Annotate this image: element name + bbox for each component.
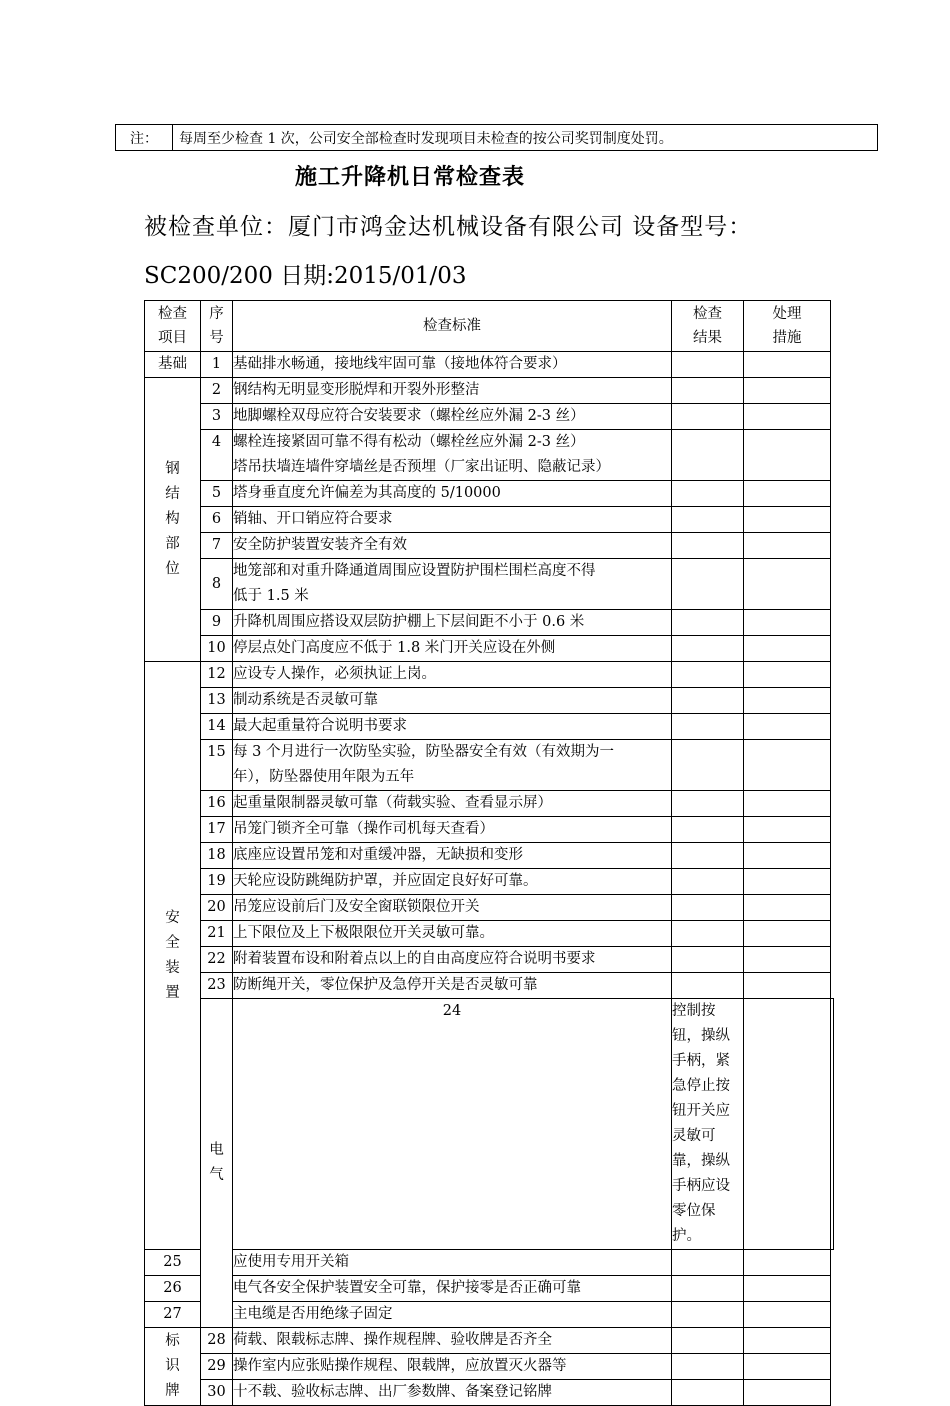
table-row: [145, 1354, 834, 1380]
result-cell[interactable]: [744, 999, 831, 1250]
row-standard: 荷载、限载标志牌、操作规程牌、验收牌是否齐全: [233, 1328, 672, 1354]
row-number: 18: [201, 843, 233, 869]
table-row: [145, 869, 834, 895]
result-cell[interactable]: [672, 1380, 744, 1406]
result-cell[interactable]: [672, 559, 744, 610]
result-cell[interactable]: [672, 507, 744, 533]
table-row: [145, 1276, 834, 1302]
result-cell[interactable]: [672, 662, 744, 688]
inspection-table: [144, 300, 834, 1406]
result-cell[interactable]: [672, 947, 744, 973]
measure-cell[interactable]: [744, 947, 831, 973]
table-row: [145, 714, 834, 740]
table-row: [145, 662, 834, 688]
header-item: 检查 项目: [145, 301, 201, 352]
table-row: [145, 999, 834, 1250]
row-number: 8: [201, 559, 233, 610]
row-standard: 电气各安全保护装置安全可靠，保护接零是否正确可靠: [233, 1276, 672, 1302]
row-standard: 地脚螺栓双母应符合安装要求（螺栓丝应外漏 2-3 丝）: [233, 404, 672, 430]
measure-cell[interactable]: [744, 740, 831, 791]
result-cell[interactable]: [672, 1354, 744, 1380]
row-number: 4: [201, 430, 233, 481]
table-row: [145, 791, 834, 817]
result-cell[interactable]: [672, 740, 744, 791]
table-row: [145, 1328, 834, 1354]
table-row: [145, 430, 834, 481]
category-foundation: 基础: [145, 352, 201, 378]
measure-cell[interactable]: [744, 895, 831, 921]
row-standard: 钢结构无明显变形脱焊和开裂外形整洁: [233, 378, 672, 404]
row-number: 27: [145, 1302, 201, 1328]
measure-cell[interactable]: [744, 481, 831, 507]
result-cell[interactable]: [672, 895, 744, 921]
measure-cell[interactable]: [831, 999, 834, 1250]
row-standard: 地笼部和对重升降通道周围应设置防护围栏围栏高度不得 低于 1.5 米: [233, 559, 672, 610]
row-standard: 吊笼应设前后门及安全窗联锁限位开关: [233, 895, 672, 921]
measure-cell[interactable]: [744, 662, 831, 688]
row-standard: 安全防护装置安装齐全有效: [233, 533, 672, 559]
row-standard: 基础排水畅通，接地线牢固可靠（接地体符合要求）: [233, 352, 672, 378]
row-number: 23: [201, 973, 233, 999]
measure-cell[interactable]: [744, 378, 831, 404]
table-row: [145, 1380, 834, 1406]
row-standard: 停层点处门高度应不低于 1.8 米门开关应设在外侧: [233, 636, 672, 662]
row-number: 16: [201, 791, 233, 817]
result-cell[interactable]: [672, 1276, 744, 1302]
model-date-line: SC200/200 日期:2015/01/03: [144, 263, 467, 289]
measure-cell[interactable]: [744, 1250, 831, 1276]
row-number: 5: [201, 481, 233, 507]
row-standard: 起重量限制器灵敏可靠（荷载实验、查看显示屏）: [233, 791, 672, 817]
result-cell[interactable]: [672, 533, 744, 559]
table-row: [145, 1250, 834, 1276]
row-number: 22: [201, 947, 233, 973]
row-number: 7: [201, 533, 233, 559]
measure-cell[interactable]: [744, 1302, 831, 1328]
result-cell[interactable]: [672, 973, 744, 999]
result-cell[interactable]: [672, 1250, 744, 1276]
measure-cell[interactable]: [744, 404, 831, 430]
measure-cell[interactable]: [744, 714, 831, 740]
row-standard: 主电缆是否用绝缘子固定: [233, 1302, 672, 1328]
row-standard: 应使用专用开关箱: [233, 1250, 672, 1276]
result-cell[interactable]: [672, 1328, 744, 1354]
row-number: 1: [201, 352, 233, 378]
measure-cell[interactable]: [744, 507, 831, 533]
row-number: 28: [201, 1328, 233, 1354]
table-row: [145, 378, 834, 404]
row-standard: 天轮应设防跳绳防护罩，并应固定良好好可靠。: [233, 869, 672, 895]
row-standard: 制动系统是否灵敏可靠: [233, 688, 672, 714]
result-cell[interactable]: [672, 481, 744, 507]
result-cell[interactable]: [672, 688, 744, 714]
row-number: 2: [201, 378, 233, 404]
measure-cell[interactable]: [744, 352, 831, 378]
row-number: 9: [201, 610, 233, 636]
measure-cell[interactable]: [744, 1354, 831, 1380]
result-cell[interactable]: [672, 843, 744, 869]
category-steel-structure: 钢 结 构 部 位: [145, 378, 201, 662]
table-row: [145, 636, 834, 662]
table-row: [145, 610, 834, 636]
header-no: 序 号: [201, 301, 233, 352]
row-number: 6: [201, 507, 233, 533]
table-row: [145, 352, 834, 378]
table-row: [145, 533, 834, 559]
measure-cell[interactable]: [744, 430, 831, 481]
row-standard: 销轴、开口销应符合要求: [233, 507, 672, 533]
row-standard: 附着装置布设和附着点以上的自由高度应符合说明书要求: [233, 947, 672, 973]
note-box: [115, 124, 878, 151]
result-cell[interactable]: [672, 869, 744, 895]
result-cell[interactable]: [672, 610, 744, 636]
table-row: [145, 404, 834, 430]
row-standard: 每 3 个月进行一次防坠实验，防坠器安全有效（有效期为一 年），防坠器使用年限为五年: [233, 740, 672, 791]
row-standard: 上下限位及上下极限限位开关灵敏可靠。: [233, 921, 672, 947]
row-number: 29: [201, 1354, 233, 1380]
table-row: [145, 947, 834, 973]
category-electrical: 电 气: [201, 999, 233, 1328]
page-title: 施工升降机日常检查表: [294, 164, 525, 190]
inspected-unit-line: 被检查单位：厦门市鸿金达机械设备有限公司 设备型号：: [144, 214, 753, 240]
row-standard: 吊笼门锁齐全可靠（操作司机每天查看）: [233, 817, 672, 843]
table-row: [145, 817, 834, 843]
category-signs: 标 识 牌: [145, 1328, 201, 1406]
row-number: 20: [201, 895, 233, 921]
row-standard: 升降机周围应搭设双层防护棚上下层间距不小于 0.6 米: [233, 610, 672, 636]
result-cell[interactable]: [672, 378, 744, 404]
table-row: [145, 895, 834, 921]
measure-cell[interactable]: [744, 1276, 831, 1302]
row-standard: 防断绳开关，零位保护及急停开关是否灵敏可靠: [233, 973, 672, 999]
row-number: 12: [201, 662, 233, 688]
note-label: 注：: [116, 125, 173, 151]
row-standard: 应设专人操作，必须执证上岗。: [233, 662, 672, 688]
row-number: 3: [201, 404, 233, 430]
row-number: 10: [201, 636, 233, 662]
result-cell[interactable]: [672, 817, 744, 843]
header-standard: 检查标准: [233, 301, 672, 352]
table-row: [145, 559, 834, 610]
measure-cell[interactable]: [744, 843, 831, 869]
row-number: 26: [145, 1276, 201, 1302]
row-number: 25: [145, 1250, 201, 1276]
measure-cell[interactable]: [744, 559, 831, 610]
row-number: 24: [233, 999, 672, 1250]
row-standard: 塔身垂直度允许偏差为其高度的 5/10000: [233, 481, 672, 507]
note-text: 每周至少检查 1 次，公司安全部检查时发现项目未检查的按公司奖罚制度处罚。: [173, 125, 878, 151]
row-standard: 最大起重量符合说明书要求: [233, 714, 672, 740]
table-row: [145, 843, 834, 869]
row-number: 17: [201, 817, 233, 843]
result-cell[interactable]: [672, 921, 744, 947]
table-row: [145, 507, 834, 533]
measure-cell[interactable]: [744, 610, 831, 636]
result-cell[interactable]: [672, 352, 744, 378]
measure-cell[interactable]: [744, 1328, 831, 1354]
table-row: [145, 921, 834, 947]
table-row: [145, 1302, 834, 1328]
result-cell[interactable]: [672, 636, 744, 662]
measure-cell[interactable]: [744, 1380, 831, 1406]
row-standard: 操作室内应张贴操作规程、限载牌，应放置灭火器等: [233, 1354, 672, 1380]
measure-cell[interactable]: [744, 636, 831, 662]
row-number: 30: [201, 1380, 233, 1406]
row-number: 13: [201, 688, 233, 714]
table-row: [145, 740, 834, 791]
table-row: [145, 481, 834, 507]
measure-cell[interactable]: [744, 533, 831, 559]
measure-cell[interactable]: [744, 973, 831, 999]
result-cell[interactable]: [672, 1302, 744, 1328]
table-row: [145, 688, 834, 714]
measure-cell[interactable]: [744, 791, 831, 817]
measure-cell[interactable]: [744, 869, 831, 895]
header-result: 检查 结果: [672, 301, 744, 352]
result-cell[interactable]: [672, 404, 744, 430]
result-cell[interactable]: [672, 791, 744, 817]
row-standard: 控制按钮，操纵手柄，紧急停止按钮开关应灵敏可靠，操纵 手柄应设零位保护。: [672, 999, 744, 1250]
category-safety-devices: 安 全 装 置: [145, 662, 201, 1250]
row-number: 14: [201, 714, 233, 740]
table-row: [145, 973, 834, 999]
measure-cell[interactable]: [744, 817, 831, 843]
row-number: 21: [201, 921, 233, 947]
measure-cell[interactable]: [744, 921, 831, 947]
measure-cell[interactable]: [744, 688, 831, 714]
row-standard: 底座应设置吊笼和对重缓冲器，无缺损和变形: [233, 843, 672, 869]
result-cell[interactable]: [672, 714, 744, 740]
row-standard: 螺栓连接紧固可靠不得有松动（螺栓丝应外漏 2-3 丝） 塔吊扶墙连墙件穿墙丝是否预埋（厂家出证明、隐蔽记录）: [233, 430, 672, 481]
row-number: 15: [201, 740, 233, 791]
result-cell[interactable]: [672, 430, 744, 481]
table-header-row: [145, 301, 834, 352]
row-standard: 十不载、验收标志牌、出厂参数牌、备案登记铭牌: [233, 1380, 672, 1406]
row-number: 19: [201, 869, 233, 895]
header-measure: 处理 措施: [744, 301, 831, 352]
